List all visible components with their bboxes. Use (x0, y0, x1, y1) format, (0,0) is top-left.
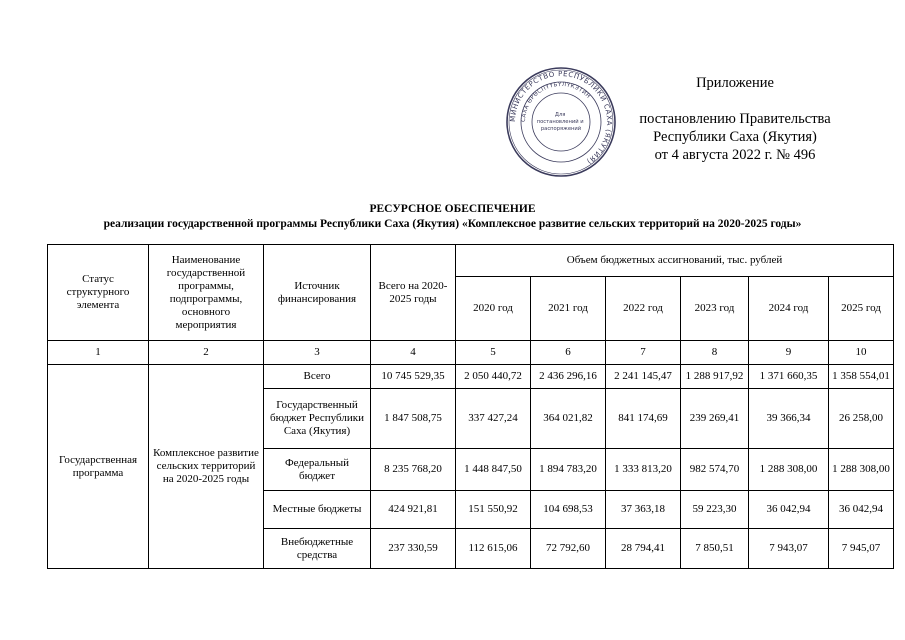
status-cell: Государственная программа (48, 365, 149, 569)
table-row (48, 365, 894, 389)
header-volume: Объем бюджетных ассигнований, тыс. рублей (456, 245, 894, 277)
total-cell: 424 921,81 (371, 491, 456, 529)
year-value-cell: 364 021,82 (531, 389, 606, 449)
year-value-cell: 1 288 308,00 (829, 449, 894, 491)
year-value-cell: 104 698,53 (531, 491, 606, 529)
svg-text:Для постановлений и ра (537, 112, 586, 132)
header-year: 2023 год (681, 277, 749, 341)
year-value-cell: 2 436 296,16 (531, 365, 606, 389)
seal-ring-outer: МИНИСТЕРСТВО РЕСПУБЛИКИ САХА (ЯКУТИЯ) (508, 69, 614, 166)
column-number: 5 (456, 341, 531, 365)
year-value-cell: 7 945,07 (829, 529, 894, 569)
year-value-cell: 151 550,92 (456, 491, 531, 529)
year-value-cell: 7 850,51 (681, 529, 749, 569)
seal-center-line-1: Для (554, 112, 566, 118)
source-cell: Государственный бюджет Республики Саха (Якутия) (264, 389, 371, 449)
column-number-row (48, 341, 894, 365)
total-cell: 1 847 508,75 (371, 389, 456, 449)
year-value-cell: 39 366,34 (749, 389, 829, 449)
year-value-cell: 337 427,24 (456, 389, 531, 449)
seal-center-line-3: распоряжений (540, 126, 582, 132)
year-value-cell: 59 223,30 (681, 491, 749, 529)
year-value-cell: 2 050 440,72 (456, 365, 531, 389)
document-title (0, 202, 905, 232)
header-line-3: от 4 августа 2022 г. № 496 (654, 147, 816, 163)
header-source: Источник финансирования (264, 245, 371, 341)
column-number: 6 (531, 341, 606, 365)
year-value-cell: 1 358 554,01 (829, 365, 894, 389)
year-value-cell: 36 042,94 (829, 491, 894, 529)
year-value-cell: 1 371 660,35 (749, 365, 829, 389)
total-cell: 10 745 529,35 (371, 365, 456, 389)
year-value-cell: 841 174,69 (606, 389, 681, 449)
header-line-2: Республики Саха (Якутия) (653, 129, 817, 145)
seal-ring-inner: САХА ӨРӨСПҮҮБҮЛҮКЭТИН (520, 81, 592, 123)
header-row (48, 245, 894, 277)
total-cell: 237 330,59 (371, 529, 456, 569)
header-year: 2020 год (456, 277, 531, 341)
column-number: 1 (48, 341, 149, 365)
column-number: 9 (749, 341, 829, 365)
program-name-cell: Комплексное развитие сельских территорий на 2020-2025 годы (149, 365, 264, 569)
resource-table (47, 244, 894, 569)
header-year: 2021 год (531, 277, 606, 341)
year-value-cell: 37 363,18 (606, 491, 681, 529)
header-total: Всего на 2020-2025 годы (371, 245, 456, 341)
source-cell: Федеральный бюджет (264, 449, 371, 491)
year-value-cell: 1 288 308,00 (749, 449, 829, 491)
total-cell: 8 235 768,20 (371, 449, 456, 491)
year-value-cell: 72 792,60 (531, 529, 606, 569)
header-name: Наименование государственной программы, подпрограммы, основного мероприятия (149, 245, 264, 341)
document-header (600, 74, 870, 164)
year-value-cell: 2 241 145,47 (606, 365, 681, 389)
column-number: 4 (371, 341, 456, 365)
year-value-cell: 1 894 783,20 (531, 449, 606, 491)
year-value-cell: 239 269,41 (681, 389, 749, 449)
column-number: 3 (264, 341, 371, 365)
year-value-cell: 7 943,07 (749, 529, 829, 569)
header-line-1: постановлению Правительства (639, 111, 831, 127)
header-year: 2024 год (749, 277, 829, 341)
header-year: 2025 год (829, 277, 894, 341)
year-value-cell: 26 258,00 (829, 389, 894, 449)
column-number: 2 (149, 341, 264, 365)
source-cell: Местные бюджеты (264, 491, 371, 529)
year-value-cell: 36 042,94 (749, 491, 829, 529)
year-value-cell: 1 448 847,50 (456, 449, 531, 491)
year-value-cell: 28 794,41 (606, 529, 681, 569)
year-value-cell: 982 574,70 (681, 449, 749, 491)
title-subtitle: реализации государственной программы Республики Саха (Якутия) «Комплексное развитие сельских территорий на 2020-2025 годы» (103, 218, 802, 230)
column-number: 8 (681, 341, 749, 365)
source-cell: Внебюджетные средства (264, 529, 371, 569)
year-value-cell: 1 333 813,20 (606, 449, 681, 491)
seal-center-line-2: постановлений и (536, 119, 584, 125)
source-cell: Всего (264, 365, 371, 389)
column-number: 7 (606, 341, 681, 365)
appendix-label: Приложение (696, 75, 774, 91)
column-number: 10 (829, 341, 894, 365)
year-value-cell: 1 288 917,92 (681, 365, 749, 389)
title-main: РЕСУРСНОЕ ОБЕСПЕЧЕНИЕ (369, 203, 536, 215)
header-status: Статус структурного элемента (48, 245, 149, 341)
year-value-cell: 112 615,06 (456, 529, 531, 569)
header-year: 2022 год (606, 277, 681, 341)
